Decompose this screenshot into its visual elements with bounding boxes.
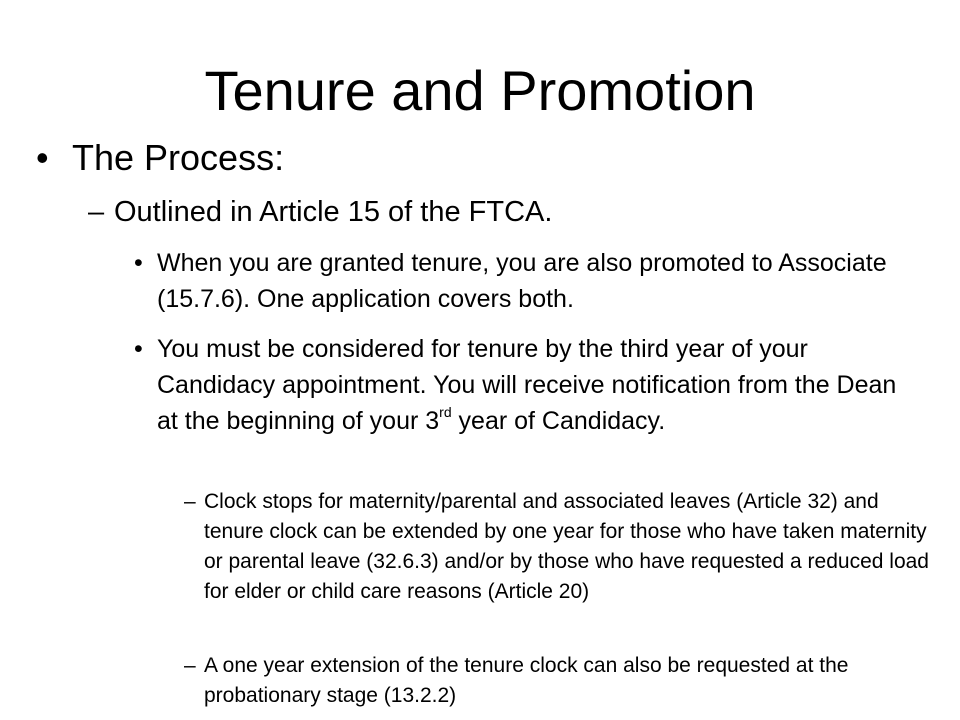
bullet-marker: • — [134, 335, 143, 363]
bullet-level2 — [88, 193, 908, 231]
ordinal-suffix: rd — [439, 404, 452, 420]
bullet-text-granted-tenure: When you are granted tenure, you are also promoted to Associate (15.7.6). One application covers both. — [157, 249, 887, 313]
dash-marker: – — [184, 654, 196, 677]
slide-title: Tenure and Promotion — [204, 59, 756, 122]
bullet-level3-third-year — [134, 331, 924, 439]
bullet-text-extension: A one year extension of the tenure clock can also be requested at the probationary stage (13.2.2) — [204, 654, 849, 707]
bullet-level3-tenure-promotion — [134, 245, 924, 317]
bullet-text-third-year — [134, 331, 924, 439]
third-year-text: You must be considered for tenure by the third year of your Candidacy appointment. You will receive notification from the Dean at the beginning of your 3 — [157, 335, 897, 435]
third-year-text-end: year of Candidacy. — [451, 407, 666, 435]
bullet-marker: • — [134, 249, 143, 277]
bullet-level4-clock-stops — [184, 487, 934, 607]
bullet-text-clock-stops: Clock stops for maternity/parental and associated leaves (Article 32) and tenure clock can be extended by one year for those who have taken maternity or parental leave (32.6.3) and/or by those who have requested a reduced load for elder or child care reasons (Article 20) — [204, 490, 929, 603]
bullet-marker: • — [36, 137, 49, 178]
dash-marker: – — [184, 490, 196, 513]
bullet-level4-extension — [184, 651, 934, 711]
bullet-text-article15: Outlined in Article 15 of the FTCA. — [114, 196, 553, 228]
dash-marker: – — [88, 196, 105, 228]
bullet-level1 — [36, 136, 926, 180]
bullet-text-process: The Process: — [72, 137, 285, 178]
